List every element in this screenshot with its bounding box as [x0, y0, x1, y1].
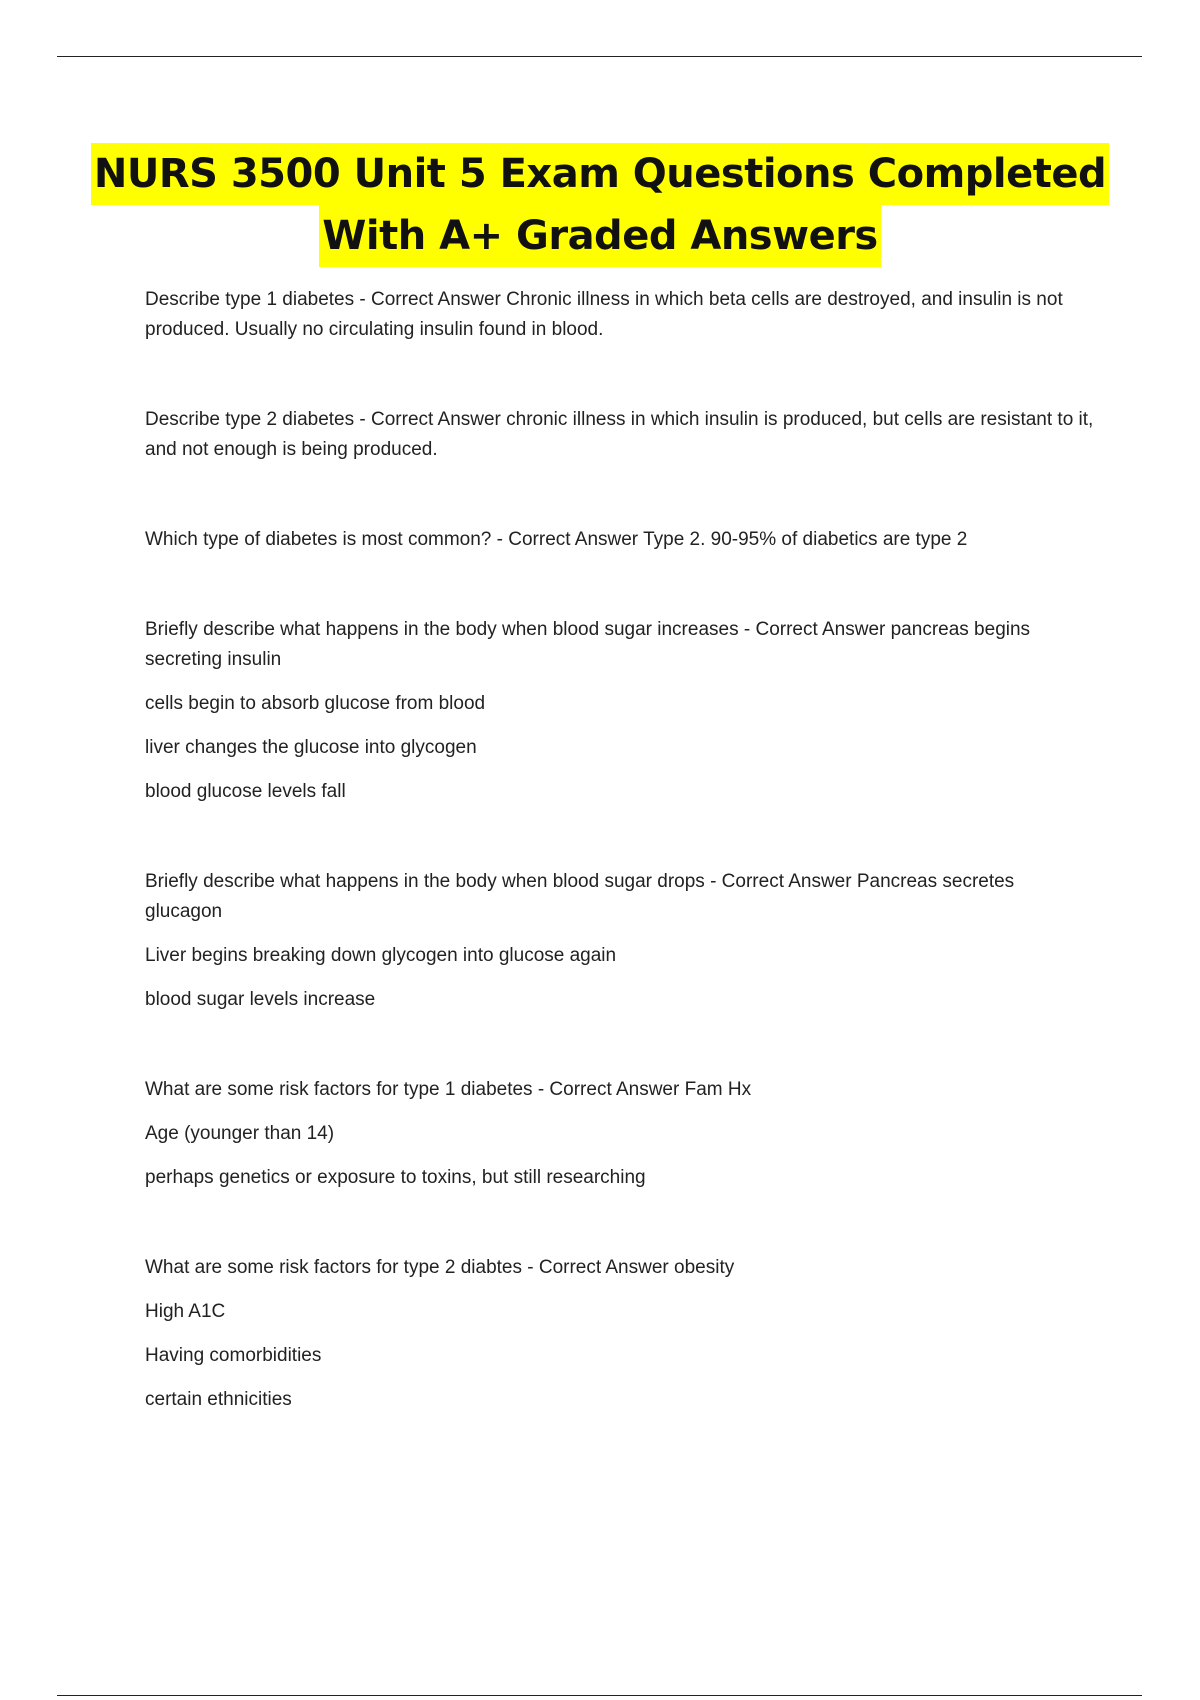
- qa-answer-line: blood glucose levels fall: [145, 781, 346, 802]
- qa-text: What are some risk factors for type 1 diabetes - Correct Answer Fam Hx: [145, 1079, 752, 1100]
- qa-text: Describe type 1 diabetes - Correct Answer Chronic illness in which beta cells are destroyed, and insulin is not produced. Usually no circulating insulin found in blood.: [145, 289, 1063, 340]
- qa-text: Describe type 2 diabetes - Correct Answer chronic illness in which insulin is produced, but cells are resistant to it, and not enough is being produced.: [145, 409, 1094, 460]
- qa-answer-line: Age (younger than 14): [145, 1123, 335, 1144]
- title-line-1: NURS 3500 Unit 5 Exam Questions Completed: [91, 143, 1109, 205]
- qa-text: What are some risk factors for type 2 diabtes - Correct Answer obesity: [145, 1257, 735, 1278]
- qa-answer-line: perhaps genetics or exposure to toxins, but still researching: [145, 1167, 646, 1188]
- qa-answer-line: Liver begins breaking down glycogen into glucose again: [145, 945, 617, 966]
- qa-item: [145, 1253, 1095, 1415]
- title-line-2: With A+ Graded Answers: [319, 205, 880, 267]
- qa-answer-line: High A1C: [145, 1301, 226, 1322]
- top-rule: [57, 56, 1142, 57]
- qa-list: [145, 285, 1095, 1475]
- qa-answer-line: certain ethnicities: [145, 1389, 292, 1410]
- qa-item: [145, 525, 1095, 555]
- qa-item: [145, 285, 1095, 345]
- qa-item: [145, 405, 1095, 465]
- qa-answer-line: cells begin to absorb glucose from blood: [145, 693, 486, 714]
- qa-item: [145, 1075, 1095, 1193]
- qa-answer-line: blood sugar levels increase: [145, 989, 376, 1010]
- qa-text: Which type of diabetes is most common? - Correct Answer Type 2. 90-95% of diabetics are type 2: [145, 529, 968, 550]
- qa-answer-line: liver changes the glucose into glycogen: [145, 737, 477, 758]
- page-title: [0, 143, 1200, 267]
- qa-item: [145, 615, 1095, 807]
- bottom-rule: [57, 1695, 1142, 1696]
- qa-item: [145, 867, 1095, 1015]
- qa-answer-line: Having comorbidities: [145, 1345, 322, 1366]
- qa-text: Briefly describe what happens in the body when blood sugar drops - Correct Answer Pancreas secretes glucagon: [145, 871, 1015, 922]
- qa-text: Briefly describe what happens in the body when blood sugar increases - Correct Answer pancreas begins secreting insulin: [145, 619, 1031, 670]
